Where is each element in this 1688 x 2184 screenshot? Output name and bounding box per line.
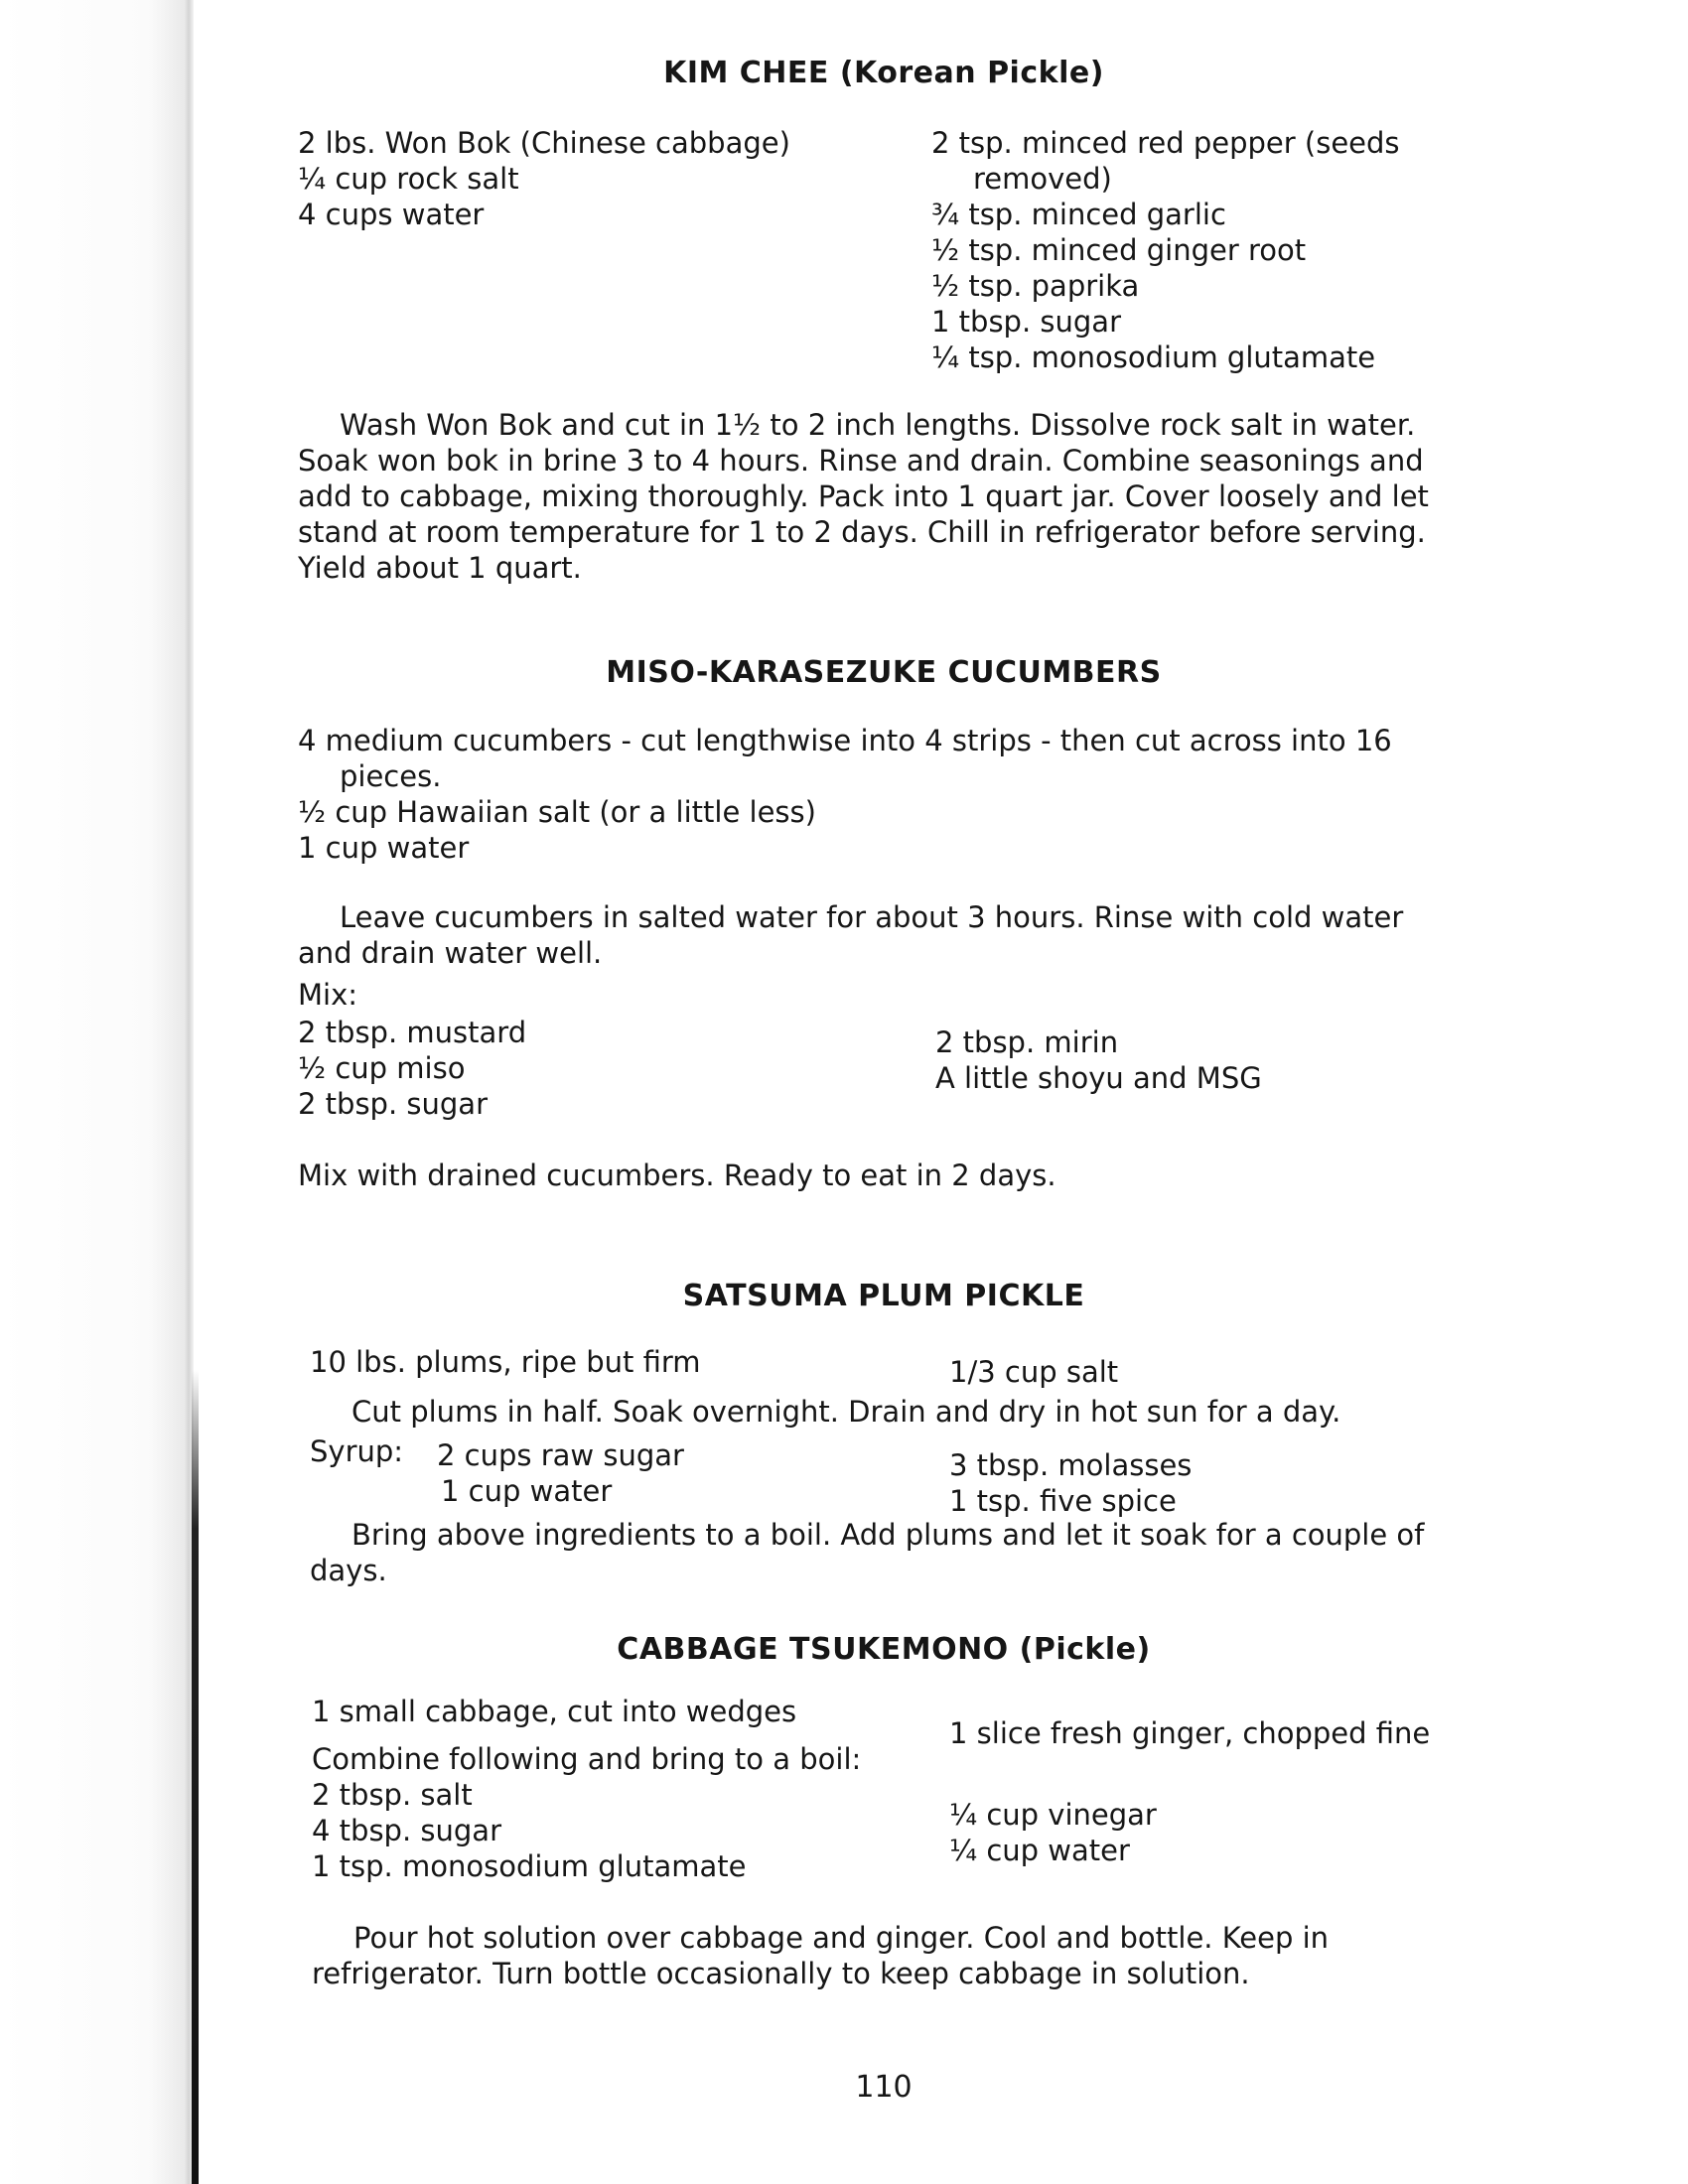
recipe-directions: Wash Won Bok and cut in 1½ to 2 inch lengths. Dissolve rock salt in water. Soak won bok in brine 3 to 4 hours. Rinse and drain. Combine seasonings and add to cabbage, mixing thoroughly. Pack into 1 quart jar. Cover loosely and let stand at room temperature for 1 to 2 days. Chill in refrigerator before serving. Yield about 1 quart. bbox=[298, 408, 1429, 585]
ingredient: 2 tbsp. sugar bbox=[298, 1087, 488, 1121]
recipe-directions: Pour hot solution over cabbage and ginger. Cool and bottle. Keep in refrigerator. Turn bottle occasionally to keep cabbage in solution. bbox=[312, 1921, 1330, 1990]
recipe-directions: Leave cucumbers in salted water for about 3 hours. Rinse with cold water and drain water well. bbox=[298, 900, 1404, 970]
ingredient: 2 tbsp. mirin bbox=[935, 1025, 1119, 1059]
recipe-title: KIM CHEE (Korean Pickle) bbox=[663, 56, 1104, 90]
recipe-title: CABBAGE TSUKEMONO (Pickle) bbox=[617, 1632, 1151, 1667]
ingredient: 10 lbs. plums, ripe but firm bbox=[310, 1345, 701, 1379]
ingredient-continuation: pieces. bbox=[340, 759, 442, 793]
ingredient: 1 slice fresh ginger, chopped fine bbox=[949, 1716, 1431, 1750]
ingredient: ½ tsp. paprika bbox=[931, 269, 1140, 303]
ingredient: ½ cup miso bbox=[298, 1051, 466, 1085]
ingredient: 1 cup water bbox=[298, 831, 470, 865]
ingredient: ¼ cup water bbox=[949, 1834, 1130, 1867]
ingredient: 1 tbsp. sugar bbox=[931, 305, 1121, 339]
recipe-title: SATSUMA PLUM PICKLE bbox=[682, 1279, 1085, 1313]
ingredient: 1/3 cup salt bbox=[949, 1355, 1119, 1389]
ingredient-list bbox=[298, 723, 1460, 866]
ingredient: 2 lbs. Won Bok (Chinese cabbage) bbox=[298, 126, 790, 160]
ingredient: ½ tsp. minced ginger root bbox=[931, 233, 1307, 267]
ingredient: ¼ tsp. monosodium glutamate bbox=[931, 341, 1376, 374]
ingredient: 2 cups raw sugar bbox=[437, 1438, 684, 1472]
ingredient: ¼ cup rock salt bbox=[298, 162, 519, 196]
ingredient: 1 tsp. monosodium glutamate bbox=[312, 1849, 747, 1883]
mix-list-right bbox=[935, 1024, 1452, 1096]
recipe-title: MISO-KARASEZUKE CUCUMBERS bbox=[606, 655, 1162, 690]
ingredient: ¼ cup vinegar bbox=[949, 1798, 1157, 1832]
ingredient-continuation: removed) bbox=[973, 162, 1112, 196]
ingredient: 1 cup water bbox=[441, 1474, 613, 1508]
syrup-list-left bbox=[437, 1437, 684, 1509]
recipe-final-step: Mix with drained cucumbers. Ready to eat in 2 days. bbox=[298, 1159, 1056, 1192]
combine-list-right bbox=[949, 1797, 1157, 1868]
cookbook-page bbox=[298, 0, 1470, 2184]
ingredient: 2 tsp. minced red pepper (seeds bbox=[931, 126, 1400, 160]
ingredient-list-left bbox=[298, 125, 914, 232]
mix-list-left bbox=[298, 1015, 914, 1122]
ingredient: 3 tbsp. molasses bbox=[949, 1448, 1193, 1482]
syrup-label: Syrup: bbox=[310, 1434, 404, 1468]
combine-list-left bbox=[312, 1777, 747, 1884]
ingredient: A little shoyu and MSG bbox=[935, 1061, 1262, 1095]
syrup-list-right bbox=[949, 1447, 1192, 1519]
ingredient: 4 medium cucumbers - cut lengthwise into 4 strips - then cut across into 16 bbox=[298, 724, 1392, 757]
ingredient: 4 tbsp. sugar bbox=[312, 1814, 501, 1847]
page-number: 110 bbox=[855, 2070, 913, 2105]
mix-label: Mix: bbox=[298, 978, 358, 1012]
ingredient: ½ cup Hawaiian salt (or a little less) bbox=[298, 795, 816, 829]
ingredient: 4 cups water bbox=[298, 198, 485, 231]
ingredient: 1 tsp. five spice bbox=[949, 1484, 1177, 1518]
combine-label: Combine following and bring to a boil: bbox=[312, 1742, 862, 1776]
ingredient: 2 tbsp. salt bbox=[312, 1778, 473, 1812]
ingredient: 1 small cabbage, cut into wedges bbox=[312, 1695, 797, 1728]
page-edge-shadow bbox=[0, 0, 194, 2184]
ingredient-list-right bbox=[931, 125, 1468, 375]
binding-edge bbox=[192, 1370, 199, 2184]
recipe-step: Bring above ingredients to a boil. Add plums and let it soak for a couple of days. bbox=[310, 1518, 1425, 1587]
ingredient: ¾ tsp. minced garlic bbox=[931, 198, 1226, 231]
ingredient: 2 tbsp. mustard bbox=[298, 1016, 527, 1049]
recipe-step: Cut plums in half. Soak overnight. Drain and dry in hot sun for a day. bbox=[352, 1395, 1341, 1429]
